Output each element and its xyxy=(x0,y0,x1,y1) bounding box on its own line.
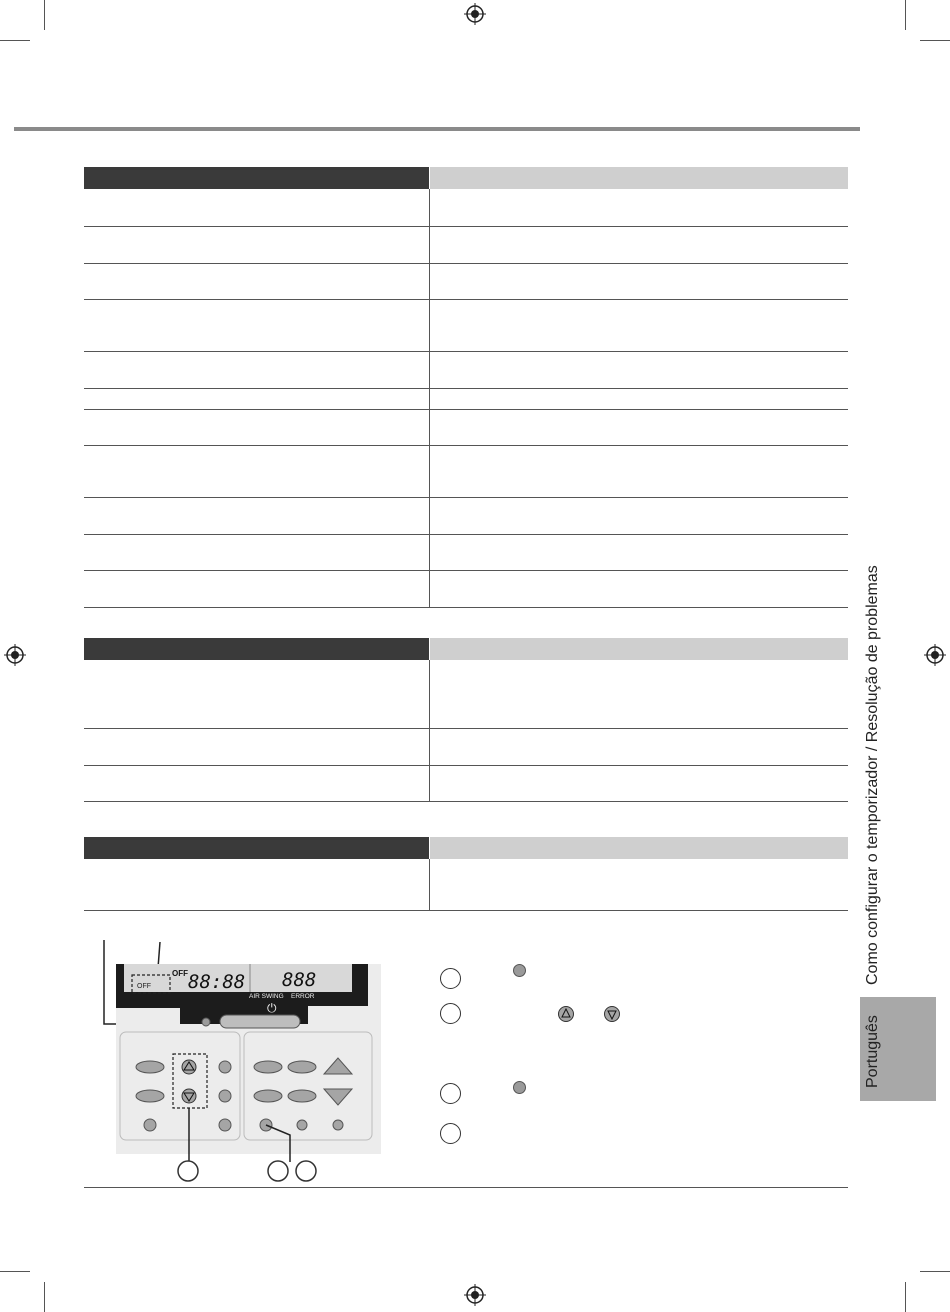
crop-mark xyxy=(44,0,45,30)
registration-mark-icon xyxy=(464,1284,486,1306)
table-row xyxy=(84,388,848,409)
table-row xyxy=(84,534,848,570)
header-cell-left xyxy=(84,837,430,859)
table-row xyxy=(84,445,848,497)
language-tab-label: Português xyxy=(864,1015,881,1088)
table-row xyxy=(84,728,848,765)
table-row xyxy=(84,497,848,534)
lcd-off-label: OFF xyxy=(172,969,188,978)
section-title-vertical: Como configurar o temporizador / Resolução de problemas xyxy=(864,565,881,985)
air-swing-label: AIR SWING xyxy=(249,993,284,1000)
step-1-circle xyxy=(440,968,461,989)
timer-set-button-icon xyxy=(513,964,526,977)
bottom-rule xyxy=(84,1187,848,1188)
registration-mark-icon xyxy=(4,644,26,666)
table-row xyxy=(84,299,848,351)
registration-mark-icon xyxy=(924,644,946,666)
table-header-row xyxy=(84,167,848,189)
header-cell-left xyxy=(84,167,430,189)
crop-mark xyxy=(905,0,906,30)
table-row xyxy=(84,189,848,226)
registration-mark-icon xyxy=(464,3,486,25)
table-row xyxy=(84,859,848,910)
header-cell-left xyxy=(84,638,430,660)
up-button-icon xyxy=(557,1005,575,1023)
header-cell-right xyxy=(430,167,849,189)
header-cell-right xyxy=(430,638,849,660)
table-row xyxy=(84,660,848,728)
down-button-icon xyxy=(603,1005,621,1023)
lcd-off-small-label: OFF xyxy=(137,983,151,990)
table-header-row xyxy=(84,837,848,859)
step-3-circle xyxy=(440,1083,461,1104)
lcd-code-digits: 888 xyxy=(282,969,317,991)
crop-mark xyxy=(44,1282,45,1312)
troubleshooting-table-2 xyxy=(84,638,848,802)
step-2-circle xyxy=(440,1003,461,1024)
table-header-row xyxy=(84,638,848,660)
error-label: ERROR xyxy=(291,993,315,1000)
table-row xyxy=(84,226,848,263)
table-row xyxy=(84,351,848,388)
header-cell-right xyxy=(430,837,849,859)
crop-mark xyxy=(0,1271,30,1272)
power-symbol-icon: ⏻ xyxy=(267,1001,277,1015)
header-rule xyxy=(14,127,860,131)
crop-mark xyxy=(905,1282,906,1312)
table-row xyxy=(84,409,848,445)
table-row xyxy=(84,765,848,801)
lcd-clock-digits: 88:88 xyxy=(188,971,246,993)
crop-mark xyxy=(920,40,950,41)
step-4-circle xyxy=(440,1123,461,1144)
troubleshooting-table-1 xyxy=(84,167,848,608)
troubleshooting-table-3 xyxy=(84,837,848,911)
crop-mark xyxy=(0,40,30,41)
remote-control-illustration xyxy=(98,936,388,1182)
table-row xyxy=(84,570,848,607)
crop-mark xyxy=(920,1271,950,1272)
timer-set-button-icon xyxy=(513,1081,526,1094)
table-row xyxy=(84,263,848,299)
